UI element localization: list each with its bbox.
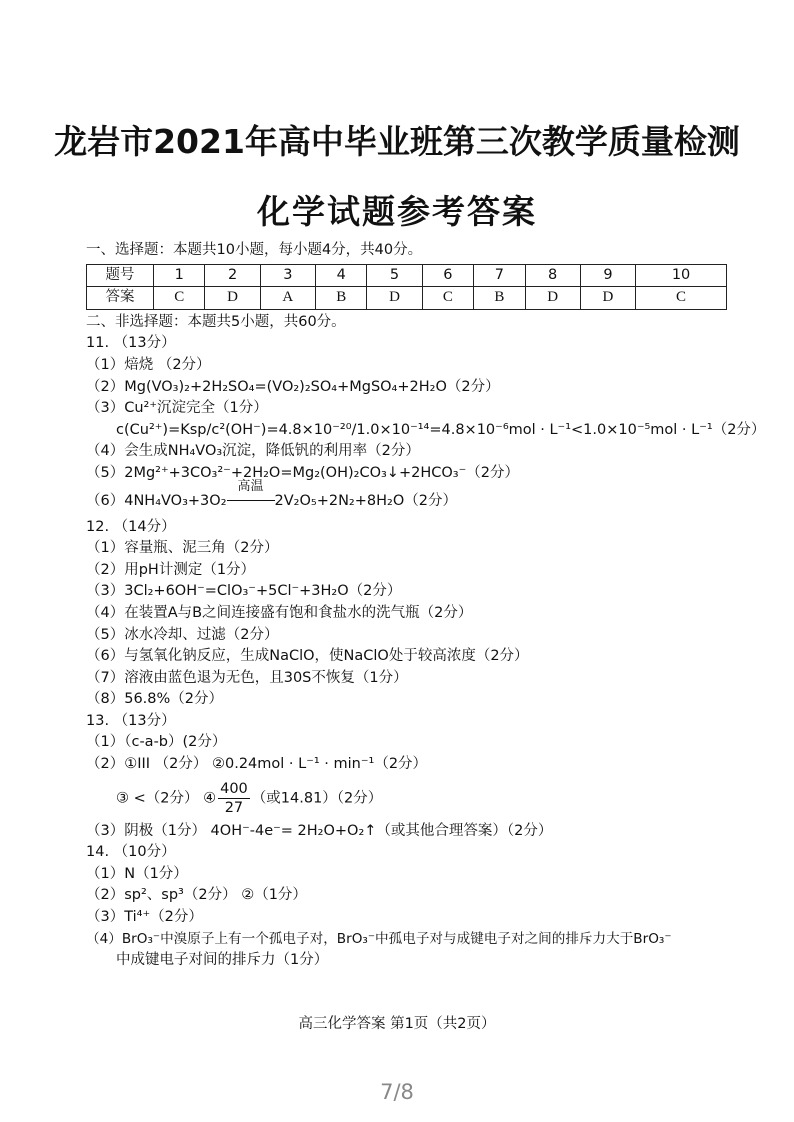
q13-heading: 13. （13分） — [86, 712, 176, 729]
q14-answer-1: （1）N（1分） — [86, 865, 188, 882]
q11-answer-6-reactants: （6）4NH₄VO₃+3O₂ — [86, 492, 227, 509]
answer-table-answer-row — [87, 287, 727, 310]
row-label-question: 题号 — [87, 264, 154, 287]
q14-answer-4-cont: 中成键电子对间的排斥力（1分） — [116, 952, 329, 969]
q12-answer-3: （3）3Cl₂+6OH⁻=ClO₃⁻+5Cl⁻+3H₂O（2分） — [86, 583, 402, 600]
answer-cell: D — [525, 287, 580, 310]
fraction-numerator: 400 — [220, 780, 248, 797]
fraction — [218, 780, 250, 817]
q13-answer-2: （2）①III （2分） ②0.24mol · L⁻¹ · min⁻¹（2分） — [86, 756, 428, 773]
answer-cell: B — [315, 287, 366, 310]
q14-answer-4: （4）BrO₃⁻中溴原子上有一个孤电子对，BrO₃⁻中孤电子对与成键电子对之间的排斥力大于BrO₃⁻ — [86, 930, 672, 947]
answer-cell: C — [422, 287, 473, 310]
q14-heading: 14. （10分） — [86, 844, 176, 861]
reaction-condition — [227, 478, 275, 517]
q11-answer-6 — [86, 478, 736, 517]
q12-answer-5: （5）冰水冷却、过滤（2分） — [86, 626, 279, 643]
q11-answer-5: （5）2Mg²⁺+3CO₃²⁻+2H₂O=Mg₂(OH)₂CO₃↓+2HCO₃⁻（2分） — [86, 464, 519, 481]
part1-heading: 一、选择题：本题共10小题，每小题4分，共40分。 — [86, 242, 423, 258]
answer-table-number-row — [87, 264, 727, 287]
question-number: 10 — [636, 264, 727, 287]
answer-table — [86, 264, 727, 310]
question-number: 8 — [525, 264, 580, 287]
q12-answer-8: （8）56.8%（2分） — [86, 691, 224, 708]
q11-answer-3: （3）Cu²⁺沉淀完全（1分） — [86, 400, 268, 417]
page-footer: 高三化学答案 第1页（共2页） — [298, 1016, 496, 1032]
q11-answer-3-calc: c(Cu²⁺)=Ksp/c²(OH⁻)=4.8×10⁻²⁰/1.0×10⁻¹⁴=4.8×10⁻⁶mol · L⁻¹<1.0×10⁻⁵mol · L⁻¹（2分） — [116, 421, 766, 438]
answer-cell: A — [260, 287, 315, 310]
q13-answer-2-sub — [86, 776, 736, 821]
q12-answer-2: （2）用pH计测定（1分） — [86, 561, 256, 578]
answer-cell: C — [154, 287, 205, 310]
q11-answer-2: （2）Mg(VO₃)₂+2H₂SO₄=(VO₂)₂SO₄+MgSO₄+2H₂O（2分） — [86, 378, 500, 395]
document-body — [86, 240, 766, 972]
page-indicator: 7/8 — [380, 1080, 414, 1104]
document-subtitle: 化学试题参考答案 — [257, 192, 537, 231]
question-number: 2 — [205, 264, 260, 287]
question-number: 4 — [315, 264, 366, 287]
q12-answer-4: （4）在装置A与B之间连接盛有饱和食盐水的洗气瓶（2分） — [86, 604, 473, 621]
answer-cell: D — [580, 287, 635, 310]
q13-answer-1: （1）（c-a-b）(2分） — [86, 734, 227, 751]
q11-answer-4: （4）会生成NH₄VO₃沉淀，降低钒的利用率（2分） — [86, 443, 420, 460]
question-number: 9 — [580, 264, 635, 287]
answer-cell: B — [474, 287, 525, 310]
question-number: 3 — [260, 264, 315, 287]
q12-answer-1: （1）容量瓶、泥三角（2分） — [86, 540, 279, 557]
answer-cell: D — [205, 287, 260, 310]
q11-answer-1: （1）焙烧 （2分） — [86, 356, 211, 373]
q14-answer-2: （2）sp²、sp³（2分） ②（1分） — [86, 887, 307, 904]
question-number: 1 — [154, 264, 205, 287]
question-number: 7 — [474, 264, 525, 287]
q14-answer-3: （3）Ti⁴⁺（2分） — [86, 909, 203, 926]
q13-answer-2-part3: ③ <（2分） ④ — [116, 790, 217, 807]
row-label-answer: 答案 — [87, 287, 154, 310]
part2-heading: 二、非选择题：本题共5小题，共60分。 — [86, 313, 346, 330]
document-title: 龙岩市2021年高中毕业班第三次教学质量检测 — [54, 122, 740, 161]
reaction-condition-label: 高温 — [237, 478, 264, 494]
fraction-denominator: 27 — [224, 799, 244, 816]
q13-answer-3: （3）阴极（1分） 4OH⁻-4e⁻= 2H₂O+O₂↑（或其他合理答案）（2分） — [86, 822, 553, 839]
q12-answer-6: （6）与氢氧化钠反应，生成NaClO，使NaClO处于较高浓度（2分） — [86, 648, 529, 665]
q12-answer-7: （7）溶液由蓝色退为无色，且30S不恢复（1分） — [86, 669, 408, 686]
question-number: 5 — [367, 264, 422, 287]
q12-heading: 12. （14分） — [86, 518, 176, 535]
answer-cell: C — [636, 287, 727, 310]
q11-answer-6-products: 2V₂O₅+2N₂+8H₂O（2分） — [274, 492, 457, 509]
answer-cell: D — [367, 287, 422, 310]
question-number: 6 — [422, 264, 473, 287]
q13-answer-2-part4: （或14.81）（2分） — [251, 790, 383, 807]
q11-heading: 11. （13分） — [86, 335, 176, 352]
